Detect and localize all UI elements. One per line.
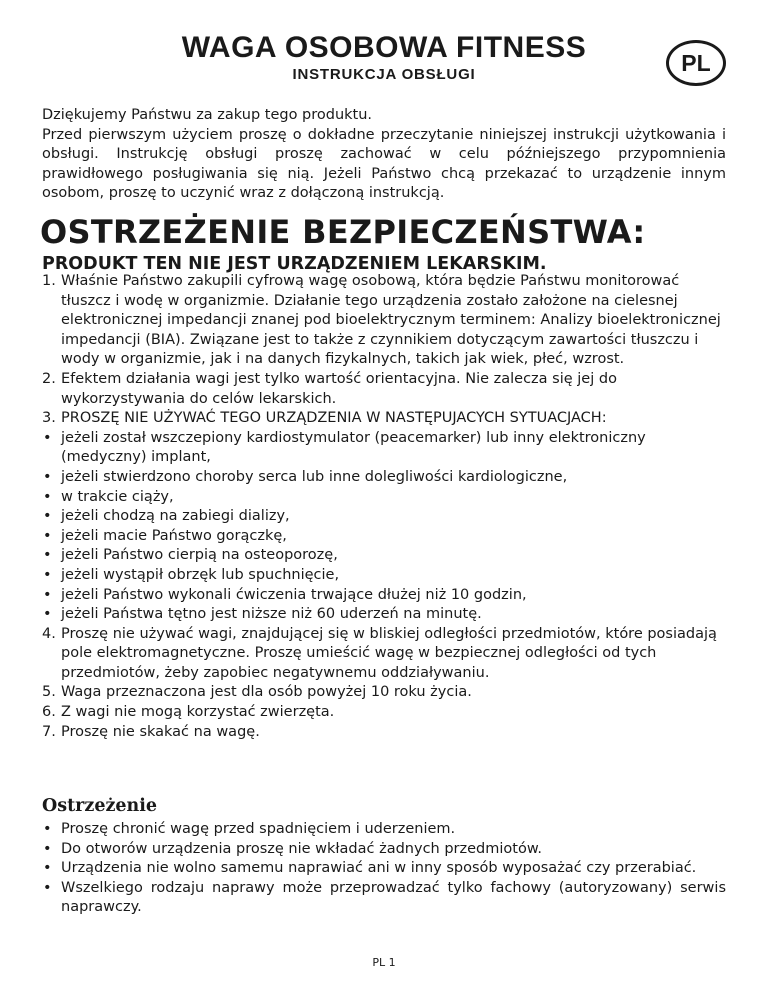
bullet-marker: •	[43, 547, 52, 564]
not-medical-device-notice: PRODUKT TEN NIE JEST URZĄDZENIEM LEKARSKIM.	[42, 254, 547, 274]
page-number: PL 1	[372, 956, 396, 969]
item-marker: 7.	[42, 723, 56, 740]
item-text: Proszę nie skakać na wagę.	[61, 723, 260, 740]
warning-heading: Ostrzeżenie	[42, 796, 158, 816]
list-item	[42, 703, 732, 723]
item-text: jeżeli macie Państwo gorączkę,	[61, 527, 287, 544]
item-text: Efektem działania wagi jest tylko wartość orientacyjna. Nie zalecza się jej do wykorzystywania do celów lekarskich.	[61, 370, 617, 407]
item-text: Właśnie Państwo zakupili cyfrową wagę osobową, która będzie Państwu monitorować tłuszcz i wodę w organizmie. Działanie tego urządzenia zostało założone na cielesnej elektronicznej impedancji znanej pod bioelektrycznym terminem: Analizy bioelektronicznej impedancji (BIA). Związane jest to także z czynnikiem dotyczącym zawartości tłuszczu i wody w organizmie, jak i na danych fizykalnych, takich jak wiek, płeć, wzrost.	[61, 273, 721, 368]
item-marker: 2.	[42, 370, 56, 387]
list-item	[42, 468, 732, 488]
item-marker: 1.	[42, 273, 56, 289]
item-text: Do otworów urządzenia proszę nie wkładać żadnych przedmiotów.	[61, 840, 542, 857]
bullet-marker: •	[43, 508, 52, 525]
list-item	[42, 723, 732, 743]
language-badge: PL	[666, 40, 726, 86]
list-item	[42, 840, 726, 860]
list-item	[42, 507, 732, 527]
list-item	[42, 820, 726, 840]
bullet-marker: •	[43, 468, 52, 485]
item-marker: 3.	[42, 410, 56, 427]
item-text: jeżeli Państwa tętno jest niższe niż 60 uderzeń na minutę.	[61, 606, 482, 623]
bullet-marker: •	[43, 566, 52, 583]
bullet-marker: •	[43, 840, 52, 857]
list-item	[42, 605, 732, 625]
safety-warning-heading: OSTRZEŻENIE BEZPIECZEŃSTWA:	[40, 213, 646, 251]
item-text: Waga przeznaczona jest dla osób powyżej 10 roku życia.	[61, 684, 472, 701]
document-subtitle: INSTRUKCJA OBSŁUGI	[292, 66, 476, 83]
list-item	[42, 683, 732, 703]
bullet-marker: •	[43, 879, 52, 896]
item-text: jeżeli chodzą na zabiegi dializy,	[61, 508, 290, 525]
intro-instructions: Przed pierwszym użyciem proszę o dokładne przeczytanie niniejszej instrukcji użytkowania i obsługi. Instrukcję obsługi proszę zachować w celu późniejszego przypomnienia prawidłowego posługiwania się nią. Jeżeli Państwo chcą przekazać to urządzenie innym osobom, proszę to uczynić wraz z dołączoną instrukcją.	[42, 126, 726, 202]
document-title: WAGA OSOBOWA FITNESS	[181, 31, 587, 64]
item-marker: 5.	[42, 684, 56, 701]
list-item	[42, 879, 726, 918]
warning-list	[42, 820, 726, 918]
bullet-marker: •	[43, 860, 52, 877]
list-item	[42, 429, 732, 468]
list-item	[42, 272, 732, 370]
bullet-marker: •	[43, 606, 52, 623]
intro-thanks: Dziękujemy Państwu za zakup tego produktu.	[42, 107, 373, 123]
safety-list	[42, 272, 732, 742]
item-text: Urządzenia nie wolno samemu naprawiać ani w inny sposób wyposażać czy przerabiać.	[61, 860, 697, 877]
item-text: w trakcie ciąży,	[61, 488, 174, 505]
bullet-marker: •	[43, 488, 52, 505]
list-item	[42, 566, 732, 586]
list-item	[42, 370, 732, 409]
list-item	[42, 859, 726, 879]
item-text: jeżeli Państwo wykonali ćwiczenia trwające dłużej niż 10 godzin,	[61, 586, 527, 603]
item-text: Z wagi nie mogą korzystać zwierzęta.	[61, 704, 335, 721]
item-text: Proszę chronić wagę przed spadnięciem i uderzeniem.	[61, 821, 456, 837]
list-item	[42, 546, 732, 566]
list-item	[42, 409, 732, 429]
item-marker: 4.	[42, 625, 56, 642]
list-item	[42, 586, 732, 606]
item-text: jeżeli stwierdzono choroby serca lub inne dolegliwości kardiologiczne,	[61, 468, 568, 485]
item-text: Proszę nie używać wagi, znajdującej się w bliskiej odległości przedmiotów, które posiadają pole elektromagnetyczne. Proszę umieścić wagę w bezpiecznej odległości od tych przedmiotów, żeby zapobiec negatywnemu oddziaływaniu.	[61, 625, 717, 681]
bullet-marker: •	[43, 527, 52, 544]
item-text: jeżeli został wszczepiony kardiostymulator (peacemarker) lub inny elektroniczny (medyczny) implant,	[61, 429, 646, 466]
bullet-marker: •	[43, 586, 52, 603]
bullet-marker: •	[43, 429, 52, 446]
list-item	[42, 625, 732, 684]
bullet-marker: •	[43, 821, 52, 837]
item-text: Wszelkiego rodzaju naprawy może przeprowadzać tylko fachowy (autoryzowany) serwis naprawczy.	[61, 879, 726, 916]
item-marker: 6.	[42, 704, 56, 721]
item-text: jeżeli Państwo cierpią na osteoporozę,	[61, 547, 338, 564]
item-text: PROSZĘ NIE UŻYWAĆ TEGO URZĄDZENIA W NASTĘPUJACYCH SYTUACJACH:	[61, 410, 607, 427]
item-text: jeżeli wystąpił obrzęk lub spuchnięcie,	[61, 566, 340, 583]
list-item	[42, 488, 732, 508]
list-item	[42, 527, 732, 547]
intro-section	[42, 106, 726, 204]
